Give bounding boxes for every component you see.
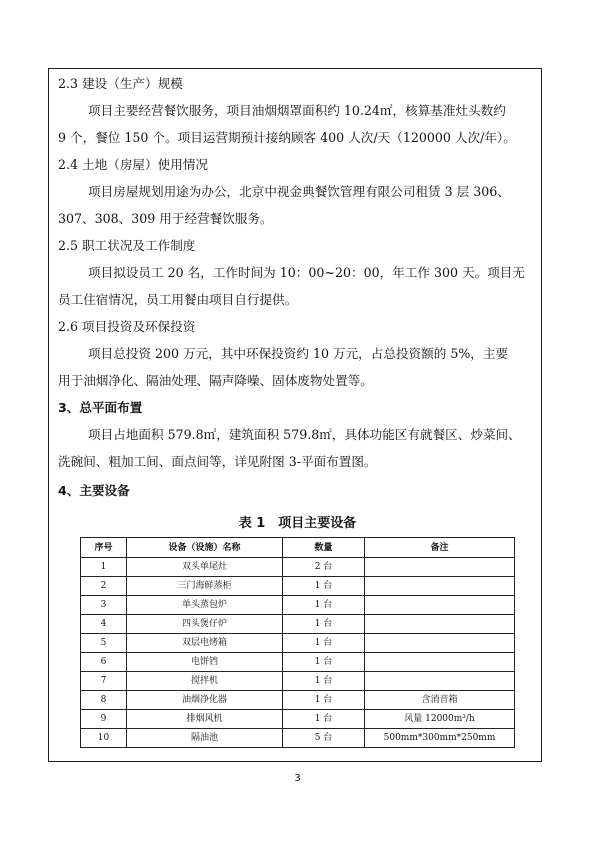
cell-remark: 风量 12000m³/h (365, 710, 515, 729)
section-2-4-line-2: 307、308、309 用于经营餐饮服务。 (58, 211, 273, 226)
section-4-heading: 4、主要设备 (58, 483, 130, 498)
cell-name: 搅拌机 (127, 672, 283, 691)
cell-index: 4 (81, 615, 127, 634)
cell-index: 5 (81, 634, 127, 653)
header-remark: 备注 (365, 538, 515, 558)
section-3-heading: 3、总平面布置 (58, 400, 143, 415)
table-row (81, 558, 515, 577)
cell-index: 1 (81, 558, 127, 577)
header-index: 序号 (81, 538, 127, 558)
section-2-5-line-1: 项目拟设员工 20 名，工作时间为 10：00~20：00，年工作 300 天。项目无 (88, 265, 525, 280)
cell-quantity: 1 台 (283, 634, 365, 653)
table-row (81, 577, 515, 596)
cell-name: 油烟净化器 (127, 691, 283, 710)
cell-name: 四头煲仔炉 (127, 615, 283, 634)
cell-name: 排烟风机 (127, 710, 283, 729)
section-2-6-heading: 2.6 项目投资及环保投资 (58, 319, 196, 334)
section-2-6-line-2: 用于油烟净化、隔油处理、隔声降噪、固体废物处置等。 (58, 373, 373, 388)
table-row (81, 634, 515, 653)
cell-quantity: 1 台 (283, 710, 365, 729)
section-2-5-line-2: 员工住宿情况，员工用餐由项目自行提供。 (58, 292, 298, 307)
cell-remark: 500mm*300mm*250mm (365, 729, 515, 748)
cell-index: 8 (81, 691, 127, 710)
cell-index: 2 (81, 577, 127, 596)
table-row (81, 672, 515, 691)
table-row (81, 729, 515, 748)
section-3-line-1: 项目占地面积 579.8㎡，建筑面积 579.8㎡，具体功能区有就餐区、炒菜间、 (88, 427, 521, 442)
cell-remark: 含消音箱 (365, 691, 515, 710)
cell-remark (365, 653, 515, 672)
cell-name: 单头蒸包炉 (127, 596, 283, 615)
cell-quantity: 1 台 (283, 691, 365, 710)
cell-remark (365, 634, 515, 653)
section-2-4-line-1: 项目房屋规划用途为办公，北京中视金典餐饮管理有限公司租赁 3 层 306、 (88, 184, 510, 199)
cell-index: 3 (81, 596, 127, 615)
cell-quantity: 1 台 (283, 596, 365, 615)
table-caption: 表 1 项目主要设备 (238, 516, 357, 531)
cell-name: 三门海鲜蒸柜 (127, 577, 283, 596)
table-row (81, 615, 515, 634)
cell-quantity: 5 台 (283, 729, 365, 748)
section-2-4-heading: 2.4 土地（房屋）使用情况 (58, 157, 208, 172)
cell-name: 双头单尾灶 (127, 558, 283, 577)
section-2-3-line-1: 项目主要经营餐饮服务，项目油烟烟罩面积约 10.24㎡，核算基准灶头数约 (88, 103, 506, 118)
page-number: 3 (294, 773, 301, 784)
section-3-line-2: 洗碗间、粗加工间、面点间等，详见附图 3-平面布置图。 (58, 454, 377, 469)
table-row (81, 710, 515, 729)
cell-name: 电饼铛 (127, 653, 283, 672)
section-2-6-line-1: 项目总投资 200 万元，其中环保投资约 10 万元，占总投资额的 5%，主要 (88, 346, 509, 361)
section-2-3-heading: 2.3 建设（生产）规模 (58, 76, 183, 91)
table-header-row (81, 538, 515, 558)
cell-index: 10 (81, 729, 127, 748)
cell-quantity: 1 台 (283, 653, 365, 672)
header-quantity: 数量 (283, 538, 365, 558)
cell-remark (365, 672, 515, 691)
table-row (81, 596, 515, 615)
cell-name: 隔油池 (127, 729, 283, 748)
cell-remark (365, 596, 515, 615)
section-2-5-heading: 2.5 职工状况及工作制度 (58, 238, 196, 253)
cell-remark (365, 577, 515, 596)
table-row (81, 691, 515, 710)
cell-quantity: 1 台 (283, 577, 365, 596)
cell-remark (365, 558, 515, 577)
header-name: 设备（设施）名称 (127, 538, 283, 558)
section-2-3-line-2: 9 个，餐位 150 个。项目运营期预计接纳顾客 400 人次/天（120000 人次/年）。 (58, 130, 516, 145)
cell-index: 6 (81, 653, 127, 672)
cell-quantity: 2 台 (283, 558, 365, 577)
cell-quantity: 1 台 (283, 615, 365, 634)
cell-name: 双层电烤箱 (127, 634, 283, 653)
equipment-table (80, 537, 515, 748)
cell-remark (365, 615, 515, 634)
cell-index: 7 (81, 672, 127, 691)
cell-index: 9 (81, 710, 127, 729)
cell-quantity: 1 台 (283, 672, 365, 691)
table-row (81, 653, 515, 672)
